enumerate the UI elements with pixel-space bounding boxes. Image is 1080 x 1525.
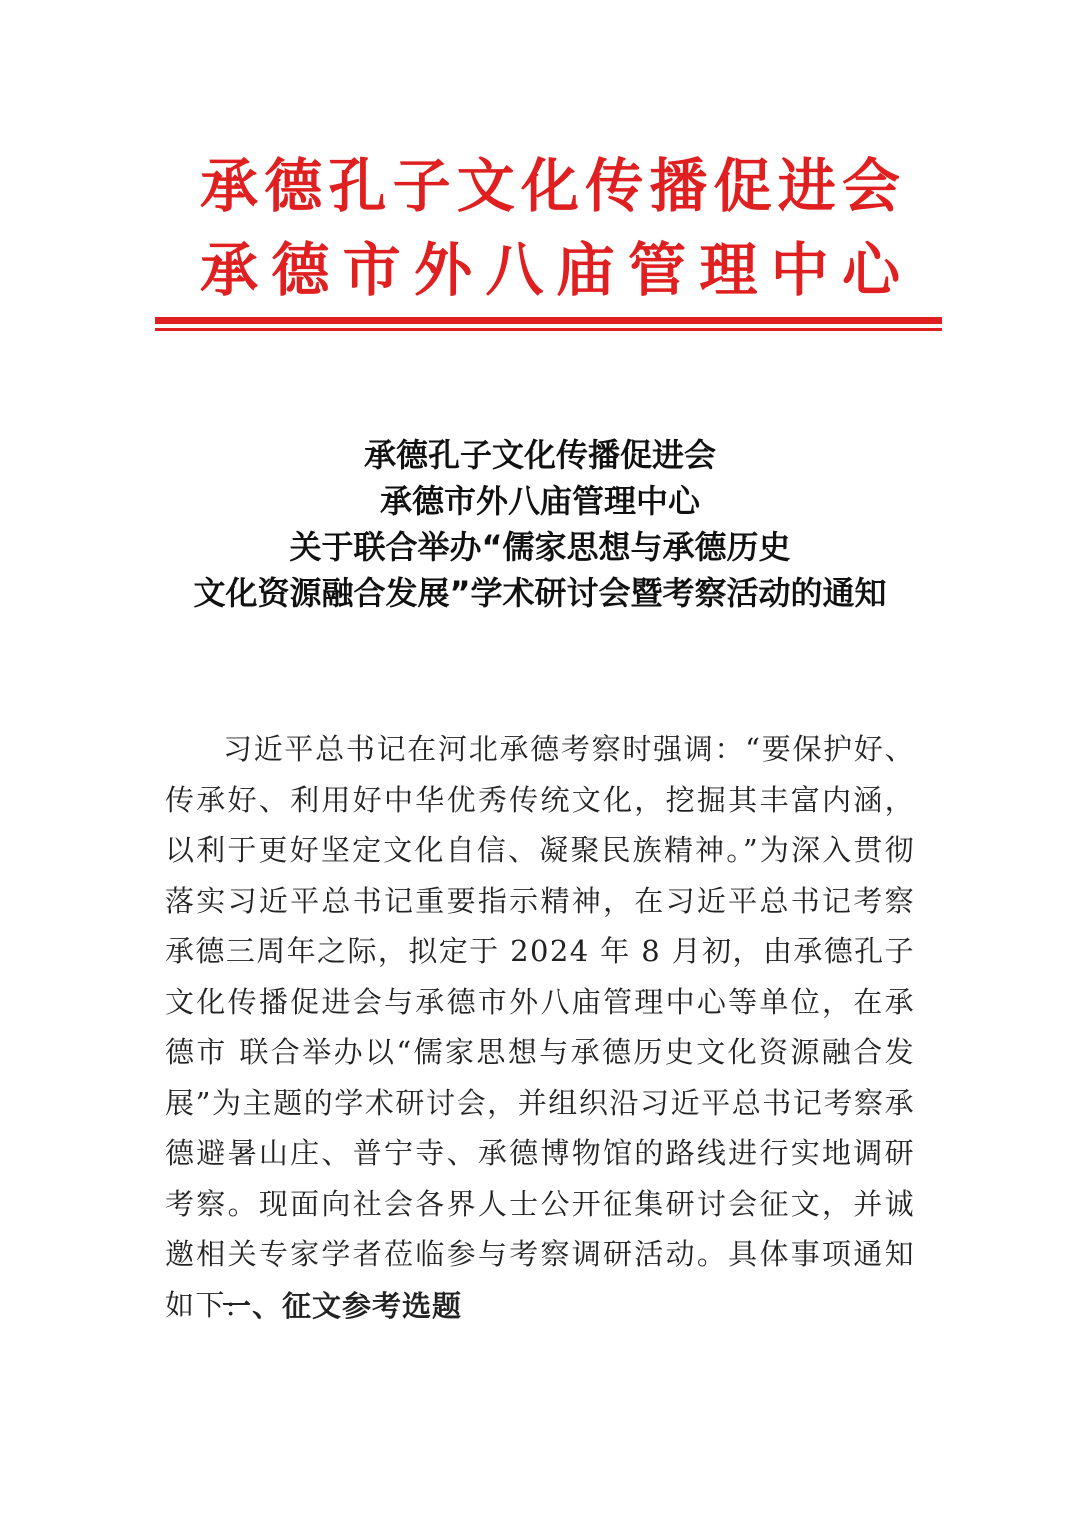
letterhead-org-1: 承德孔子文化传播促进会 xyxy=(200,152,900,220)
notice-title-line-1: 承德孔子文化传播促进会 xyxy=(363,436,716,474)
letterhead-rule-thin xyxy=(155,328,942,331)
section-heading: 一、征文参考选题 xyxy=(222,1289,463,1323)
letterhead-rule-thick xyxy=(155,317,942,324)
notice-title-line-3: 关于联合举办“儒家思想与承德历史 xyxy=(289,528,791,566)
notice-body xyxy=(165,724,915,1330)
notice-title-line-4: 文化资源融合发展”学术研讨会暨考察活动的通知 xyxy=(193,574,887,612)
notice-title-line-2: 承德市外八庙管理中心 xyxy=(379,482,700,520)
notice-title xyxy=(0,432,1080,616)
body-paragraph: 习近平总书记在河北承德考察时强调：“要保护好、传承好、利用好中华优秀传统文化，挖掘其丰富内涵，以利于更好坚定文化自信、凝聚民族精神。”为深入贯彻落实习近平总书记重要指示精神，在习近平总书记考察承德三周年之际，拟定于 2024 年 8 月初，由承德孔子文化传播促进会与承德市外八庙管理中心等单位，在承德市 联合举办以“儒家思想与承德历史文化资源融合发展”为主题的学术研讨会，并组织沿习近平总书记考察承德避暑山庄、普宁寺、承德博物馆的路线进行实地调研考察。现面向社会各界人士公开征集研讨会征文，并诚邀相关专家学者莅临参与考察调研活动。具体事项通知如下: xyxy=(165,732,915,1322)
letterhead-org-2: 承德市外八庙管理中心 xyxy=(200,236,900,304)
